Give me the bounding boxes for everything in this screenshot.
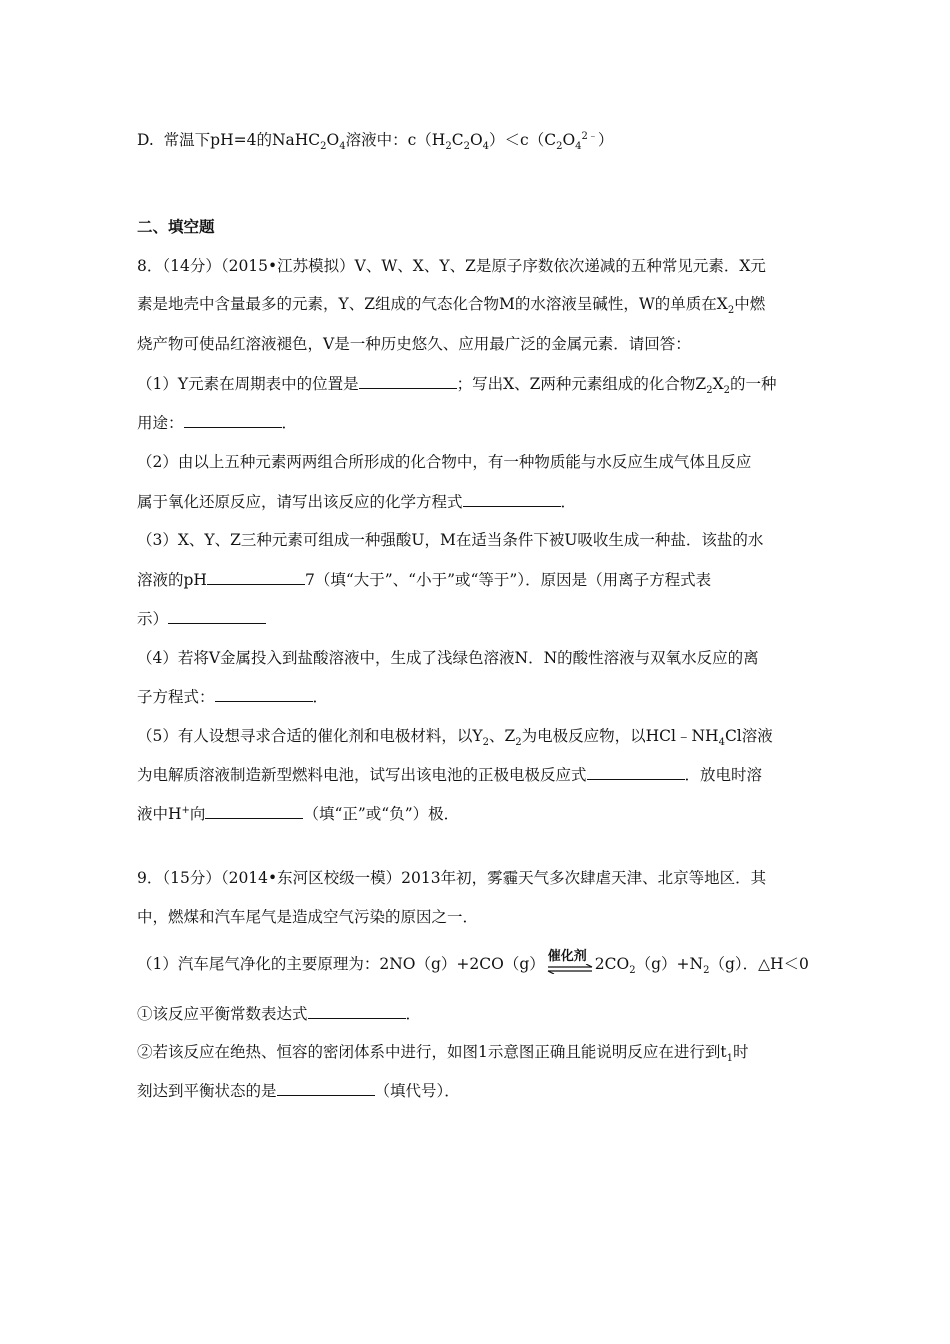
answer-blank[interactable] [277, 1081, 375, 1096]
catalyst-equilibrium-arrow [546, 949, 594, 976]
q8-line-2: 素是地壳中含量最多的元素，Y、Z组成的气态化合物M的水溶液呈碱性，W的单质在$X_2$中燃 [137, 295, 766, 317]
q9-line-2: 中，燃煤和汽车尾气是造成空气污染的原因之一． [137, 908, 479, 926]
q8-part-3-line-3: 示） [137, 608, 266, 630]
q8-part-1-line-2: 用途： ． [137, 414, 298, 432]
q8-part-3-line-1: （3）X、Y、Z三种元素可组成一种强酸U，M在适当条件下被U吸收生成一种盐．该盐的水 [137, 531, 764, 549]
answer-blank[interactable] [205, 804, 303, 819]
catalyst-label: 催化剂 [547, 949, 587, 964]
answer-blank[interactable] [207, 570, 305, 585]
q8-part-2-line-2: 属于氧化还原反应，请写出该反应的化学方程式 ． [137, 493, 577, 511]
answer-blank[interactable] [184, 413, 282, 428]
q8-line-3: 烧产物可使品红溶液褪色，V是一种历史悠久、应用最广泛的金属元素．请回答： [137, 335, 691, 353]
q9-part-1-item-1: ①该反应平衡常数表达式 ． [137, 1005, 422, 1023]
answer-blank[interactable] [308, 1004, 406, 1019]
q8-part-3-line-2: 溶液的pH 7（填“大于”、“小于”或“等于”）．原因是（用离子方程式表 [137, 571, 712, 589]
option-d: D. 常温下pH=4的$NaHC_2O_4$溶液中：$c(H_2C_2O_4)<c(C_2O_4^{2﹣})$ [137, 130, 614, 153]
answer-blank[interactable] [587, 765, 685, 780]
q8-part-2-line-1: （2）由以上五种元素两两组合所形成的化合物中，有一种物质能与水反应生成气体且反应 [137, 453, 752, 471]
equilibrium-arrows-icon [546, 964, 594, 974]
q9-line-1: 9．（15分）（2014•东河区校级一模）2013年初，雾霾天气多次肆虐天津、北京等地区．其 [137, 869, 767, 887]
q8-part-4-line-2: 子方程式： ． [137, 688, 329, 706]
answer-blank[interactable] [463, 492, 561, 507]
q9-part-1-item-2-line-1: ②若该反应在绝热、恒容的密闭体系中进行，如图1示意图正确且能说明反应在进行到$t_1$时 [137, 1043, 749, 1065]
answer-blank[interactable] [168, 609, 266, 624]
q8-part-5-line-1: （5）有人设想寻求合适的催化剂和电极材料，以$Y_2$、$Z_2$为电极反应物，以$HCl﹣NH_4Cl$溶液 [137, 727, 773, 749]
q8-part-4-line-1: （4）若将V金属投入到盐酸溶液中，生成了浅绿色溶液N．N的酸性溶液与双氧水反应的离 [137, 649, 759, 667]
q8-part-5-line-3: 液中H+向 （填“正”或“负”）极． [137, 804, 460, 823]
q8-line-1: 8．（14分）（2015•江苏模拟）V、W、X、Y、Z是原子序数依次递减的五种常见元素．X元 [137, 257, 766, 275]
answer-blank[interactable] [215, 687, 313, 702]
section-heading: 二、填空题 [137, 218, 215, 236]
q9-part-1-item-2-line-2: 刻达到平衡状态的是 （填代号）． [137, 1082, 460, 1100]
q8-part-1-line-1: （1）Y元素在周期表中的位置是 ；写出X、Z两种元素组成的化合物$Z_2X_2$的一种 [137, 375, 777, 397]
answer-blank[interactable] [359, 374, 457, 389]
q8-part-5-line-2: 为电解质溶液制造新型燃料电池，试写出该电池的正极电极反应式 ．放电时溶 [137, 766, 763, 784]
q9-part-1: （1）汽车尾气净化的主要原理为：2NO（g）+2CO（g） 催化剂 $2CO_2(g)+N_2(g)$．△H＜0 [137, 953, 809, 976]
